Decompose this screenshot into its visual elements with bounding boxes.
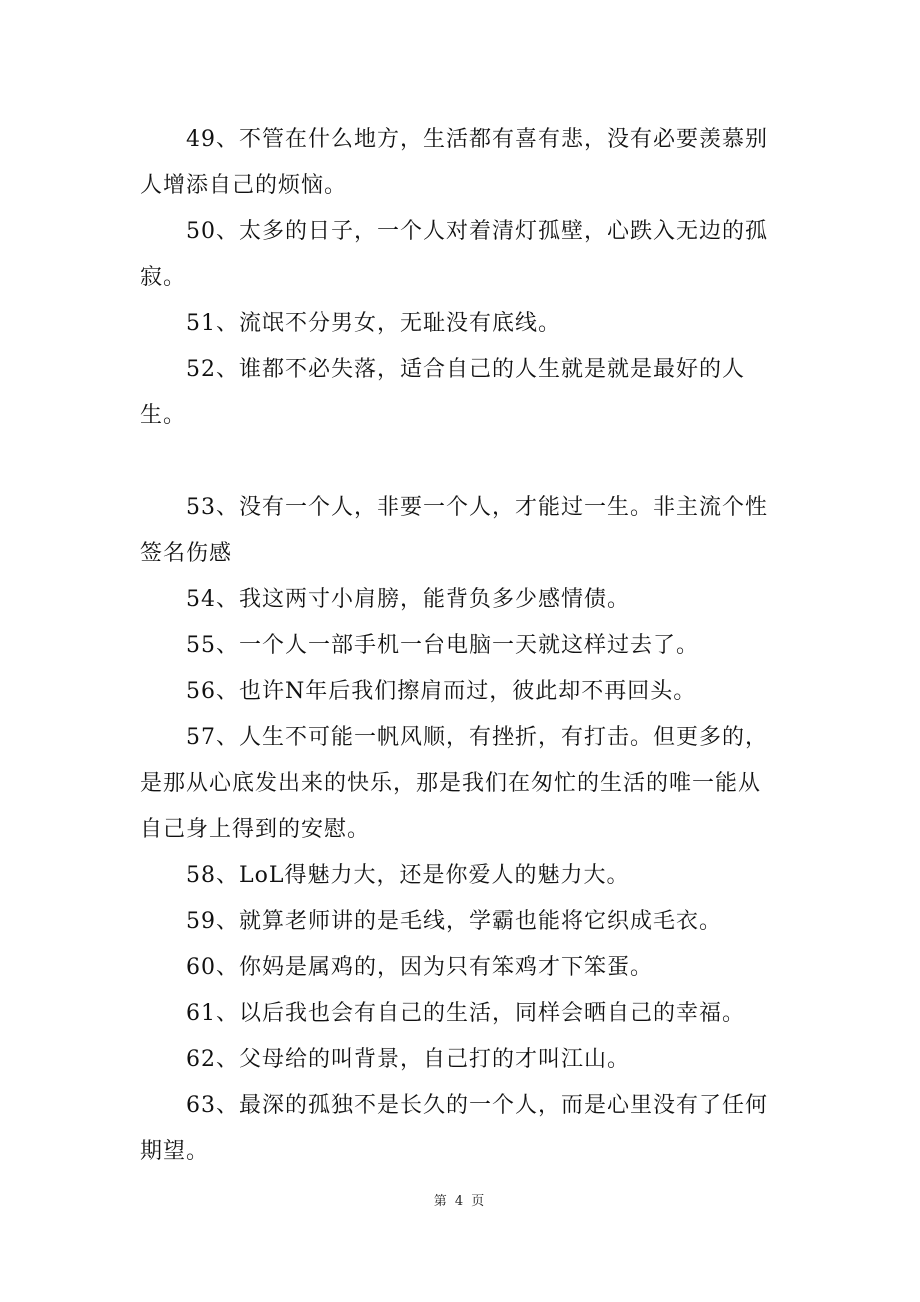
- paragraph-50: 50、太多的日子，一个人对着清灯孤壁，心跌入无边的孤寂。: [140, 219, 768, 290]
- paragraph-62: 62、父母给的叫背景，自己打的才叫江山。: [186, 1047, 630, 1072]
- paragraph-51: 51、流氓不分男女，无耻没有底线。: [186, 311, 561, 336]
- page-number-footer: 第 4 页: [433, 1194, 487, 1209]
- paragraph-52: 52、谁都不必失落，适合自己的人生就是就是最好的人生。: [140, 357, 745, 428]
- paragraph-57: 57、人生不可能一帆风顺，有挫折，有打击。但更多的，是那从心底发出来的快乐，那是我们在匆忙的生活的唯一能从自己身上得到的安慰。: [140, 725, 768, 842]
- paragraph-58: 58、LoL得魅力大，还是你爱人的魅力大。: [186, 863, 630, 888]
- blank-line: [140, 439, 780, 485]
- paragraph-53: 53、没有一个人，非要一个人，才能过一生。非主流个性签名伤感: [140, 495, 768, 566]
- document-body: [140, 117, 780, 1175]
- paragraph-54: 54、我这两寸小肩膀，能背负多少感情债。: [186, 587, 630, 612]
- paragraph-49: 49、不管在什么地方，生活都有喜有悲，没有必要羡慕别人增添自己的烦恼。: [140, 127, 768, 198]
- paragraph-59: 59、就算老师讲的是毛线，学霸也能将它织成毛衣。: [186, 909, 722, 934]
- paragraph-61: 61、以后我也会有自己的生活，同样会晒自己的幸福。: [186, 1001, 745, 1026]
- paragraph-60: 60、你妈是属鸡的，因为只有笨鸡才下笨蛋。: [186, 955, 653, 980]
- paragraph-63: 63、最深的孤独不是长久的一个人，而是心里没有了任何期望。: [140, 1093, 768, 1164]
- paragraph-55: 55、一个人一部手机一台电脑一天就这样过去了。: [186, 633, 699, 658]
- paragraph-56: 56、也许N年后我们擦肩而过，彼此却不再回头。: [186, 679, 697, 704]
